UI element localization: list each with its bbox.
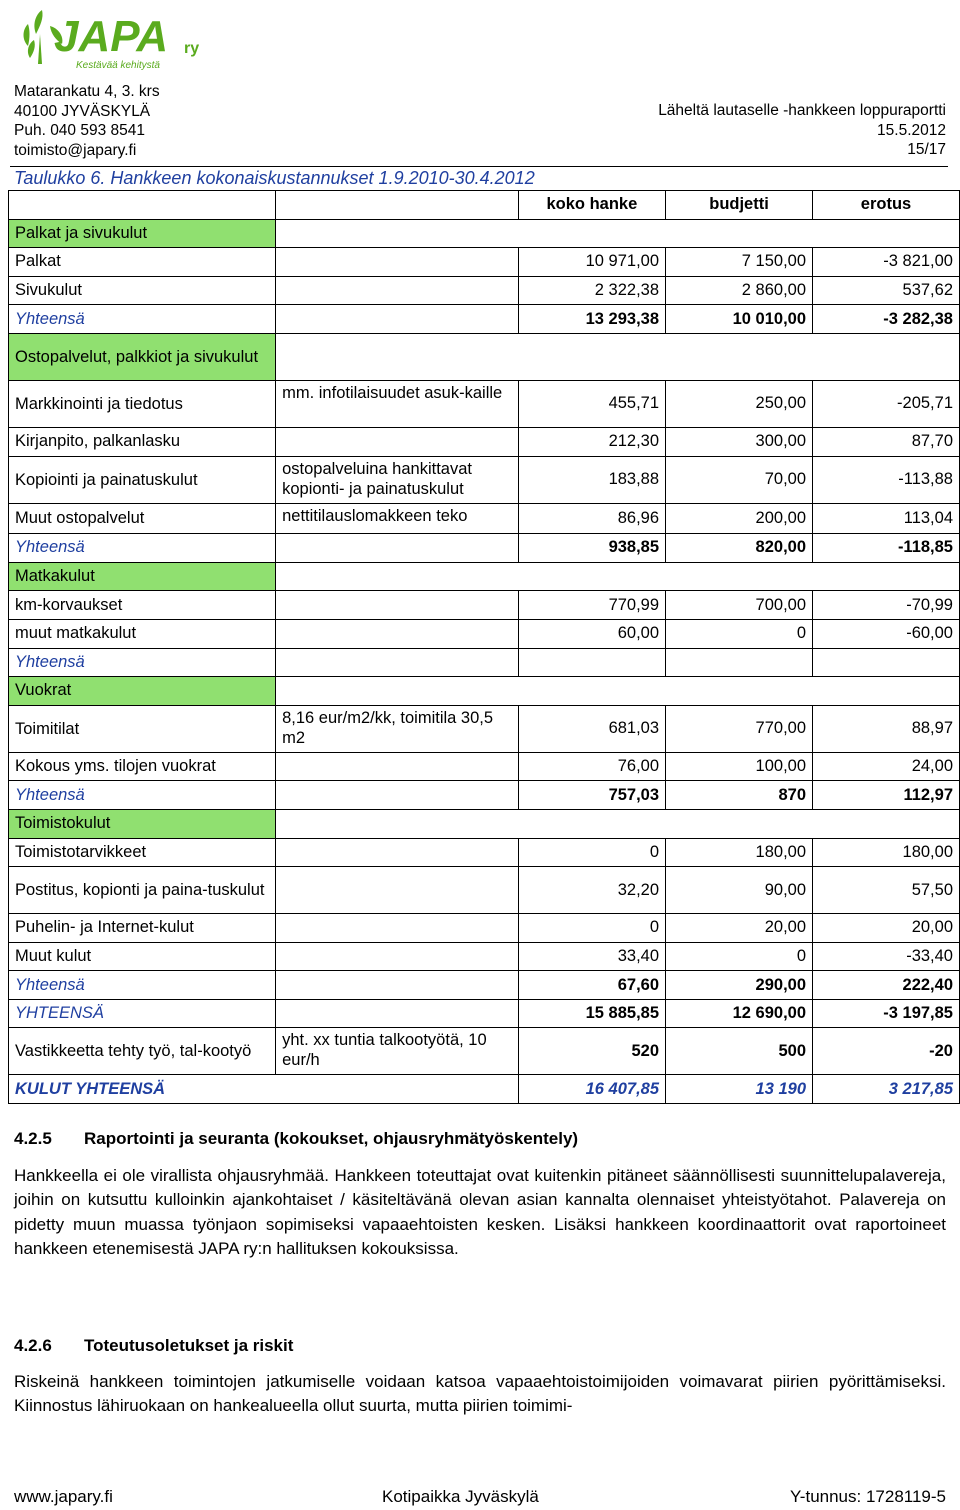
section-label: Vuokrat	[9, 677, 276, 706]
row-label: Kirjanpito, palkanlasku	[9, 427, 276, 456]
row-label: Kokous yms. tilojen vuokrat	[9, 752, 276, 781]
row-value: 222,40	[813, 971, 960, 1000]
row-value: 2 322,38	[518, 276, 665, 305]
row-value	[666, 648, 813, 677]
section-heading-riskit	[14, 1336, 293, 1356]
row-value: 757,03	[518, 781, 665, 810]
row-value: -3 197,85	[813, 999, 960, 1028]
section-title: Raportointi ja seuranta (kokoukset, ohjausryhmätyöskentely)	[84, 1129, 579, 1148]
cost-row	[9, 591, 960, 620]
row-note	[276, 619, 519, 648]
address-phone: Puh. 040 593 8541	[14, 122, 146, 139]
address-city: 40100 JYVÄSKYLÄ	[14, 102, 151, 120]
row-value: -118,85	[813, 534, 960, 563]
row-note	[276, 276, 519, 305]
row-value: 455,71	[518, 380, 665, 427]
section-empty	[276, 333, 960, 380]
cost-row	[9, 705, 960, 752]
row-value: -3 282,38	[813, 305, 960, 334]
row-value: 0	[666, 619, 813, 648]
page-number: 15/17	[907, 141, 946, 158]
row-label: Toimistotarvikkeet	[9, 838, 276, 867]
row-value: 90,00	[666, 867, 813, 914]
logo-tagline: Kestävää kehitystä	[76, 60, 160, 71]
header-erotus: erotus	[813, 191, 960, 220]
row-note	[276, 867, 519, 914]
row-note	[276, 591, 519, 620]
row-value: 60,00	[518, 619, 665, 648]
row-note	[276, 914, 519, 943]
row-note	[276, 248, 519, 277]
row-note: yht. xx tuntia talkootyötä, 10 eur/h	[276, 1028, 519, 1075]
row-value: -60,00	[813, 619, 960, 648]
grand-total-value: 3 217,85	[813, 1075, 960, 1104]
cost-row	[9, 427, 960, 456]
cost-row	[9, 456, 960, 503]
row-value: 938,85	[518, 534, 665, 563]
row-label: Yhteensä	[9, 534, 276, 563]
row-value: 250,00	[666, 380, 813, 427]
row-label: Muut ostopalvelut	[9, 503, 276, 534]
row-value: 15 885,85	[518, 999, 665, 1028]
row-label: Yhteensä	[9, 305, 276, 334]
row-value: 20,00	[813, 914, 960, 943]
row-value: 76,00	[518, 752, 665, 781]
header-divider	[10, 166, 948, 167]
row-value: 681,03	[518, 705, 665, 752]
row-value: 870	[666, 781, 813, 810]
row-label: Yhteensä	[9, 781, 276, 810]
subtotal-row	[9, 781, 960, 810]
row-value: 24,00	[813, 752, 960, 781]
section-empty	[276, 219, 960, 248]
header-cell-note	[276, 191, 519, 220]
row-note	[276, 427, 519, 456]
subtotal-row	[9, 971, 960, 1000]
cost-table	[8, 190, 960, 1104]
logo-wordmark: JAPA	[54, 12, 169, 61]
row-label: Kopiointi ja painatuskulut	[9, 456, 276, 503]
grand-total-value: 13 190	[666, 1075, 813, 1104]
row-label: muut matkakulut	[9, 619, 276, 648]
row-note	[276, 305, 519, 334]
row-label: Toimitilat	[9, 705, 276, 752]
row-value: 113,04	[813, 503, 960, 534]
row-value: 88,97	[813, 705, 960, 752]
row-value: 20,00	[666, 914, 813, 943]
section-number: 4.2.5	[14, 1129, 52, 1148]
cost-row	[9, 1028, 960, 1075]
row-value: 67,60	[518, 971, 665, 1000]
row-value: 57,50	[813, 867, 960, 914]
row-value: 200,00	[666, 503, 813, 534]
row-value: -3 821,00	[813, 248, 960, 277]
cost-row	[9, 503, 960, 534]
row-value: 770,99	[518, 591, 665, 620]
row-value: 290,00	[666, 971, 813, 1000]
header-koko-hanke: koko hanke	[518, 191, 665, 220]
row-value: 13 293,38	[518, 305, 665, 334]
row-label: Yhteensä	[9, 648, 276, 677]
cost-row	[9, 619, 960, 648]
cost-row	[9, 838, 960, 867]
header-cell-label	[9, 191, 276, 220]
grand-total-row	[9, 1075, 960, 1104]
grand-total-label: KULUT YHTEENSÄ	[9, 1075, 519, 1104]
row-label: Sivukulut	[9, 276, 276, 305]
row-value: 12 690,00	[666, 999, 813, 1028]
section-heading-raportointi	[14, 1129, 578, 1149]
subtotal-row	[9, 999, 960, 1028]
row-value: 100,00	[666, 752, 813, 781]
row-value: 180,00	[666, 838, 813, 867]
report-header	[658, 101, 946, 160]
subtotal-row	[9, 534, 960, 563]
section-title: Toteutusoletukset ja riskit	[84, 1336, 294, 1355]
row-note: ostopalveluina hankittavat kopionti- ja painatuskulut	[276, 456, 519, 503]
row-value: 500	[666, 1028, 813, 1075]
row-value: 820,00	[666, 534, 813, 563]
row-value: 0	[518, 838, 665, 867]
row-value: 183,88	[518, 456, 665, 503]
row-note: nettitilauslomakkeen teko	[276, 503, 519, 534]
row-value	[813, 648, 960, 677]
row-value: 2 860,00	[666, 276, 813, 305]
footer-website: www.japary.fi	[14, 1487, 113, 1506]
section-label: Matkakulut	[9, 562, 276, 591]
section-number: 4.2.6	[14, 1336, 52, 1355]
row-note: mm. infotilaisuudet asuk-kaille	[276, 380, 519, 427]
address-email: toimisto@japary.fi	[14, 141, 137, 159]
row-value: 33,40	[518, 942, 665, 971]
row-label: Palkat	[9, 248, 276, 277]
footer-domicile: Kotipaikka Jyväskylä	[382, 1487, 539, 1506]
row-note	[276, 999, 519, 1028]
row-value: 0	[666, 942, 813, 971]
row-value: 10 971,00	[518, 248, 665, 277]
row-note: 8,16 eur/m2/kk, toimitila 30,5 m2	[276, 705, 519, 752]
row-value: 0	[518, 914, 665, 943]
table-caption: Taulukko 6. Hankkeen kokonaiskustannukset 1.9.2010-30.4.2012	[14, 168, 535, 188]
section-row	[9, 809, 960, 838]
japa-logo-graphic	[14, 4, 204, 74]
section-paragraph-riskit: Riskeinä hankkeen toimintojen jatkumiselle voidaan katsoa vapaaehtoistoimijoiden voimavarat piirien pyörittämiseksi. Kiinnostus lähiruokaan on hankealueella ollut suurta, mutta piirien toimimi-	[14, 1372, 946, 1416]
section-paragraph-raportointi: Hankkeella ei ole virallista ohjausryhmää. Hankkeen toteuttajat ovat kuitenkin pitäneet säännöllisesti suunnittelupalavereja, joihin on kutsuttu kulloinkin ajankohtaiset / käsiteltävänä olevan asian kannalta olennaiset yhteistyötahot. Palavereja on pidetty muun muassa työnjaon sopimiseksi vapaaehtoisten kesken. Lisäksi hankkeen koordinaattorit ovat raportoineet hankkeen etenemisestä JAPA ry:n hallituksen kokouksissa.	[14, 1166, 946, 1258]
row-value: 10 010,00	[666, 305, 813, 334]
row-label: YHTEENSÄ	[9, 999, 276, 1028]
logo-suffix: ry	[184, 40, 200, 57]
row-note	[276, 752, 519, 781]
section-row	[9, 677, 960, 706]
row-value: 770,00	[666, 705, 813, 752]
footer-business-id: Y-tunnus: 1728119-5	[790, 1487, 946, 1506]
section-label: Palkat ja sivukulut	[9, 219, 276, 248]
subtotal-row	[9, 305, 960, 334]
row-value: 32,20	[518, 867, 665, 914]
row-label: Puhelin- ja Internet-kulut	[9, 914, 276, 943]
row-label: Markkinointi ja tiedotus	[9, 380, 276, 427]
row-note	[276, 971, 519, 1000]
section-empty	[276, 677, 960, 706]
subtotal-row	[9, 648, 960, 677]
report-title: Läheltä lautaselle -hankkeen loppuraportti	[658, 102, 946, 119]
row-note	[276, 838, 519, 867]
row-value: -205,71	[813, 380, 960, 427]
section-empty	[276, 562, 960, 591]
japa-logo	[14, 4, 204, 74]
row-value: -33,40	[813, 942, 960, 971]
address-block	[14, 82, 160, 160]
row-value: 7 150,00	[666, 248, 813, 277]
cost-row	[9, 276, 960, 305]
row-note	[276, 534, 519, 563]
row-note	[276, 942, 519, 971]
row-value: 112,97	[813, 781, 960, 810]
cost-row	[9, 752, 960, 781]
row-value: 700,00	[666, 591, 813, 620]
row-label: km-korvaukset	[9, 591, 276, 620]
section-row	[9, 562, 960, 591]
row-value: 212,30	[518, 427, 665, 456]
row-value: 87,70	[813, 427, 960, 456]
row-value	[518, 648, 665, 677]
cost-row	[9, 942, 960, 971]
row-value: 300,00	[666, 427, 813, 456]
header-budjetti: budjetti	[666, 191, 813, 220]
row-value: 70,00	[666, 456, 813, 503]
section-label: Toimistokulut	[9, 809, 276, 838]
report-date: 15.5.2012	[877, 121, 946, 139]
row-label: Vastikkeetta tehty työ, tal-kootyö	[9, 1028, 276, 1075]
row-value: -113,88	[813, 456, 960, 503]
cost-row	[9, 248, 960, 277]
address-street: Matarankatu 4, 3. krs	[14, 83, 160, 100]
cost-row	[9, 914, 960, 943]
row-note	[276, 781, 519, 810]
row-value: -20	[813, 1028, 960, 1075]
row-label: Yhteensä	[9, 971, 276, 1000]
row-label: Muut kulut	[9, 942, 276, 971]
table-header-row	[9, 191, 960, 220]
row-value: 520	[518, 1028, 665, 1075]
section-empty	[276, 809, 960, 838]
cost-row	[9, 380, 960, 427]
section-row	[9, 219, 960, 248]
row-value: 86,96	[518, 503, 665, 534]
row-label: Postitus, kopionti ja paina-tuskulut	[9, 867, 276, 914]
section-row	[9, 333, 960, 380]
cost-row	[9, 867, 960, 914]
section-label: Ostopalvelut, palkkiot ja sivukulut	[9, 333, 276, 380]
grand-total-value: 16 407,85	[518, 1075, 665, 1104]
row-note	[276, 648, 519, 677]
row-value: 537,62	[813, 276, 960, 305]
row-value: -70,99	[813, 591, 960, 620]
row-value: 180,00	[813, 838, 960, 867]
